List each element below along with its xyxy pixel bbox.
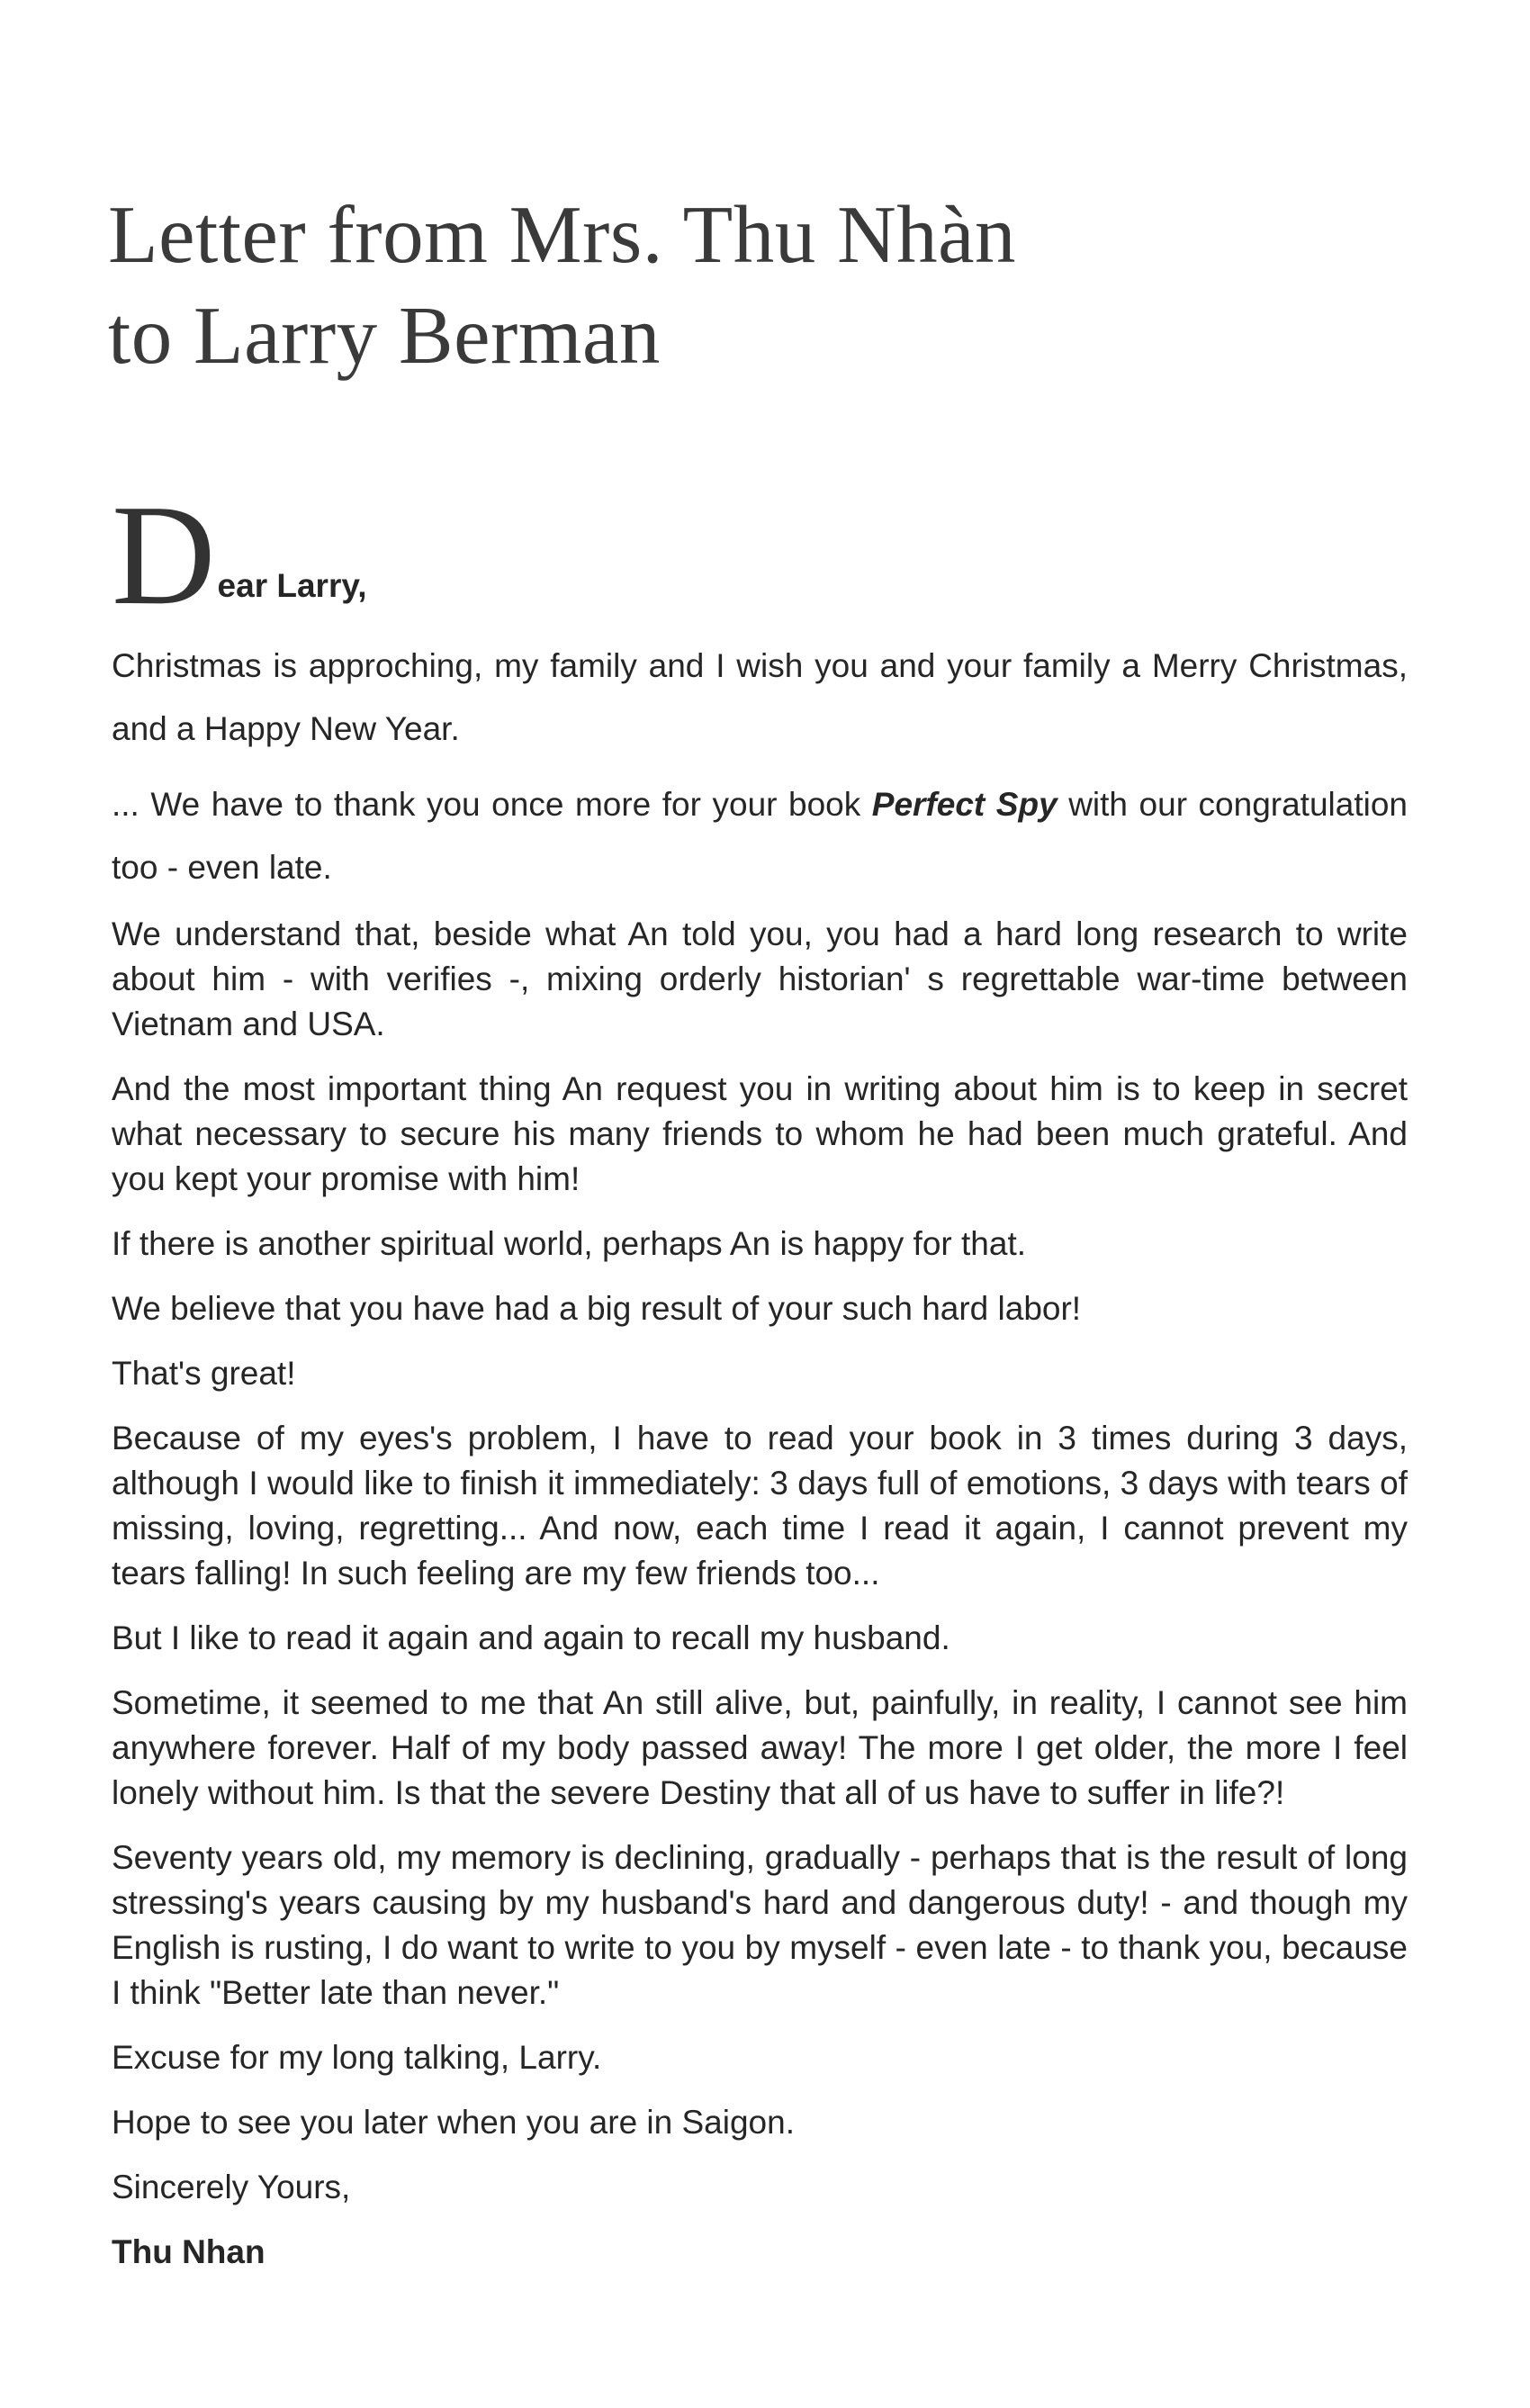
book-title: Perfect Spy xyxy=(871,786,1058,823)
title-line-2: to Larry Berman xyxy=(108,290,661,381)
paragraph-still-alive: Sometime, it seemed to me that An still alive, but, painfully, in reality, I cannot see him anywhere forever. Half of my body passed away! The more I get older, the more I feel lonely without him. Is that the severe Destiny that all of us have to suffer in life?! xyxy=(112,1684,1408,1811)
paragraph-thanks-book-end: with our congratulation too - even late. xyxy=(112,786,1408,886)
paragraph-spiritual-world: If there is another spiritual world, perhaps An is happy for that. xyxy=(112,1225,1027,1262)
closing: Sincerely Yours, xyxy=(112,2169,351,2205)
paragraph-see-you-saigon: Hope to see you later when you are in Saigon. xyxy=(112,2104,795,2141)
letter-body xyxy=(112,474,1408,2295)
paragraph-christmas-greeting: Christmas is approching, my family and I wish you and your family a Merry Christmas, and a Happy New Year. xyxy=(112,647,1408,747)
paragraph-hard-labor: We believe that you have had a big result of your such hard labor! xyxy=(112,1290,1082,1327)
signature: Thu Nhan xyxy=(112,2233,266,2270)
paragraph-thanks-book xyxy=(112,773,1408,899)
paragraph-recall-husband: But I like to read it again and again to recall my husband. xyxy=(112,1619,950,1656)
paragraph-thats-great: That's great! xyxy=(112,1355,296,1392)
paragraph-promise: And the most important thing An request you in writing about him is to keep in secret what necessary to secure his many friends to whom he had been much grateful. And you kept your promise with him! xyxy=(112,1070,1408,1197)
paragraph-eyes-problem: Because of my eyes's problem, I have to read your book in 3 times during 3 days, although I would like to finish it immediately: 3 days full of emotions, 3 days with tears of missing, loving, regretting... And now, each time I read it again, I cannot prevent my tears falling! In such feeling are my few friends too... xyxy=(112,1420,1408,1592)
paragraph-seventy-years: Seventy years old, my memory is declining, gradually - perhaps that is the result of long stressing's years causing by my husband's hard and dangerous duty! - and though my English is rusting, I do want to write to you by myself - even late - to thank you, because I think "Better late than never." xyxy=(112,1839,1408,2011)
paragraph-thanks-book-start: ... We have to thank you once more for your book xyxy=(112,786,872,823)
salutation xyxy=(112,474,1408,635)
page-title xyxy=(108,185,1278,386)
paragraph-excuse: Excuse for my long talking, Larry. xyxy=(112,2039,602,2076)
title-line-1: Letter from Mrs. Thu Nhàn xyxy=(108,189,1017,280)
drop-cap: D xyxy=(112,474,216,635)
salutation-text: ear Larry, xyxy=(217,567,367,604)
paragraph-research: We understand that, beside what An told you, you had a hard long research to write about him - with verifies -, mixing orderly historian' s regrettable war-time between Vietnam and USA. xyxy=(112,915,1408,1042)
